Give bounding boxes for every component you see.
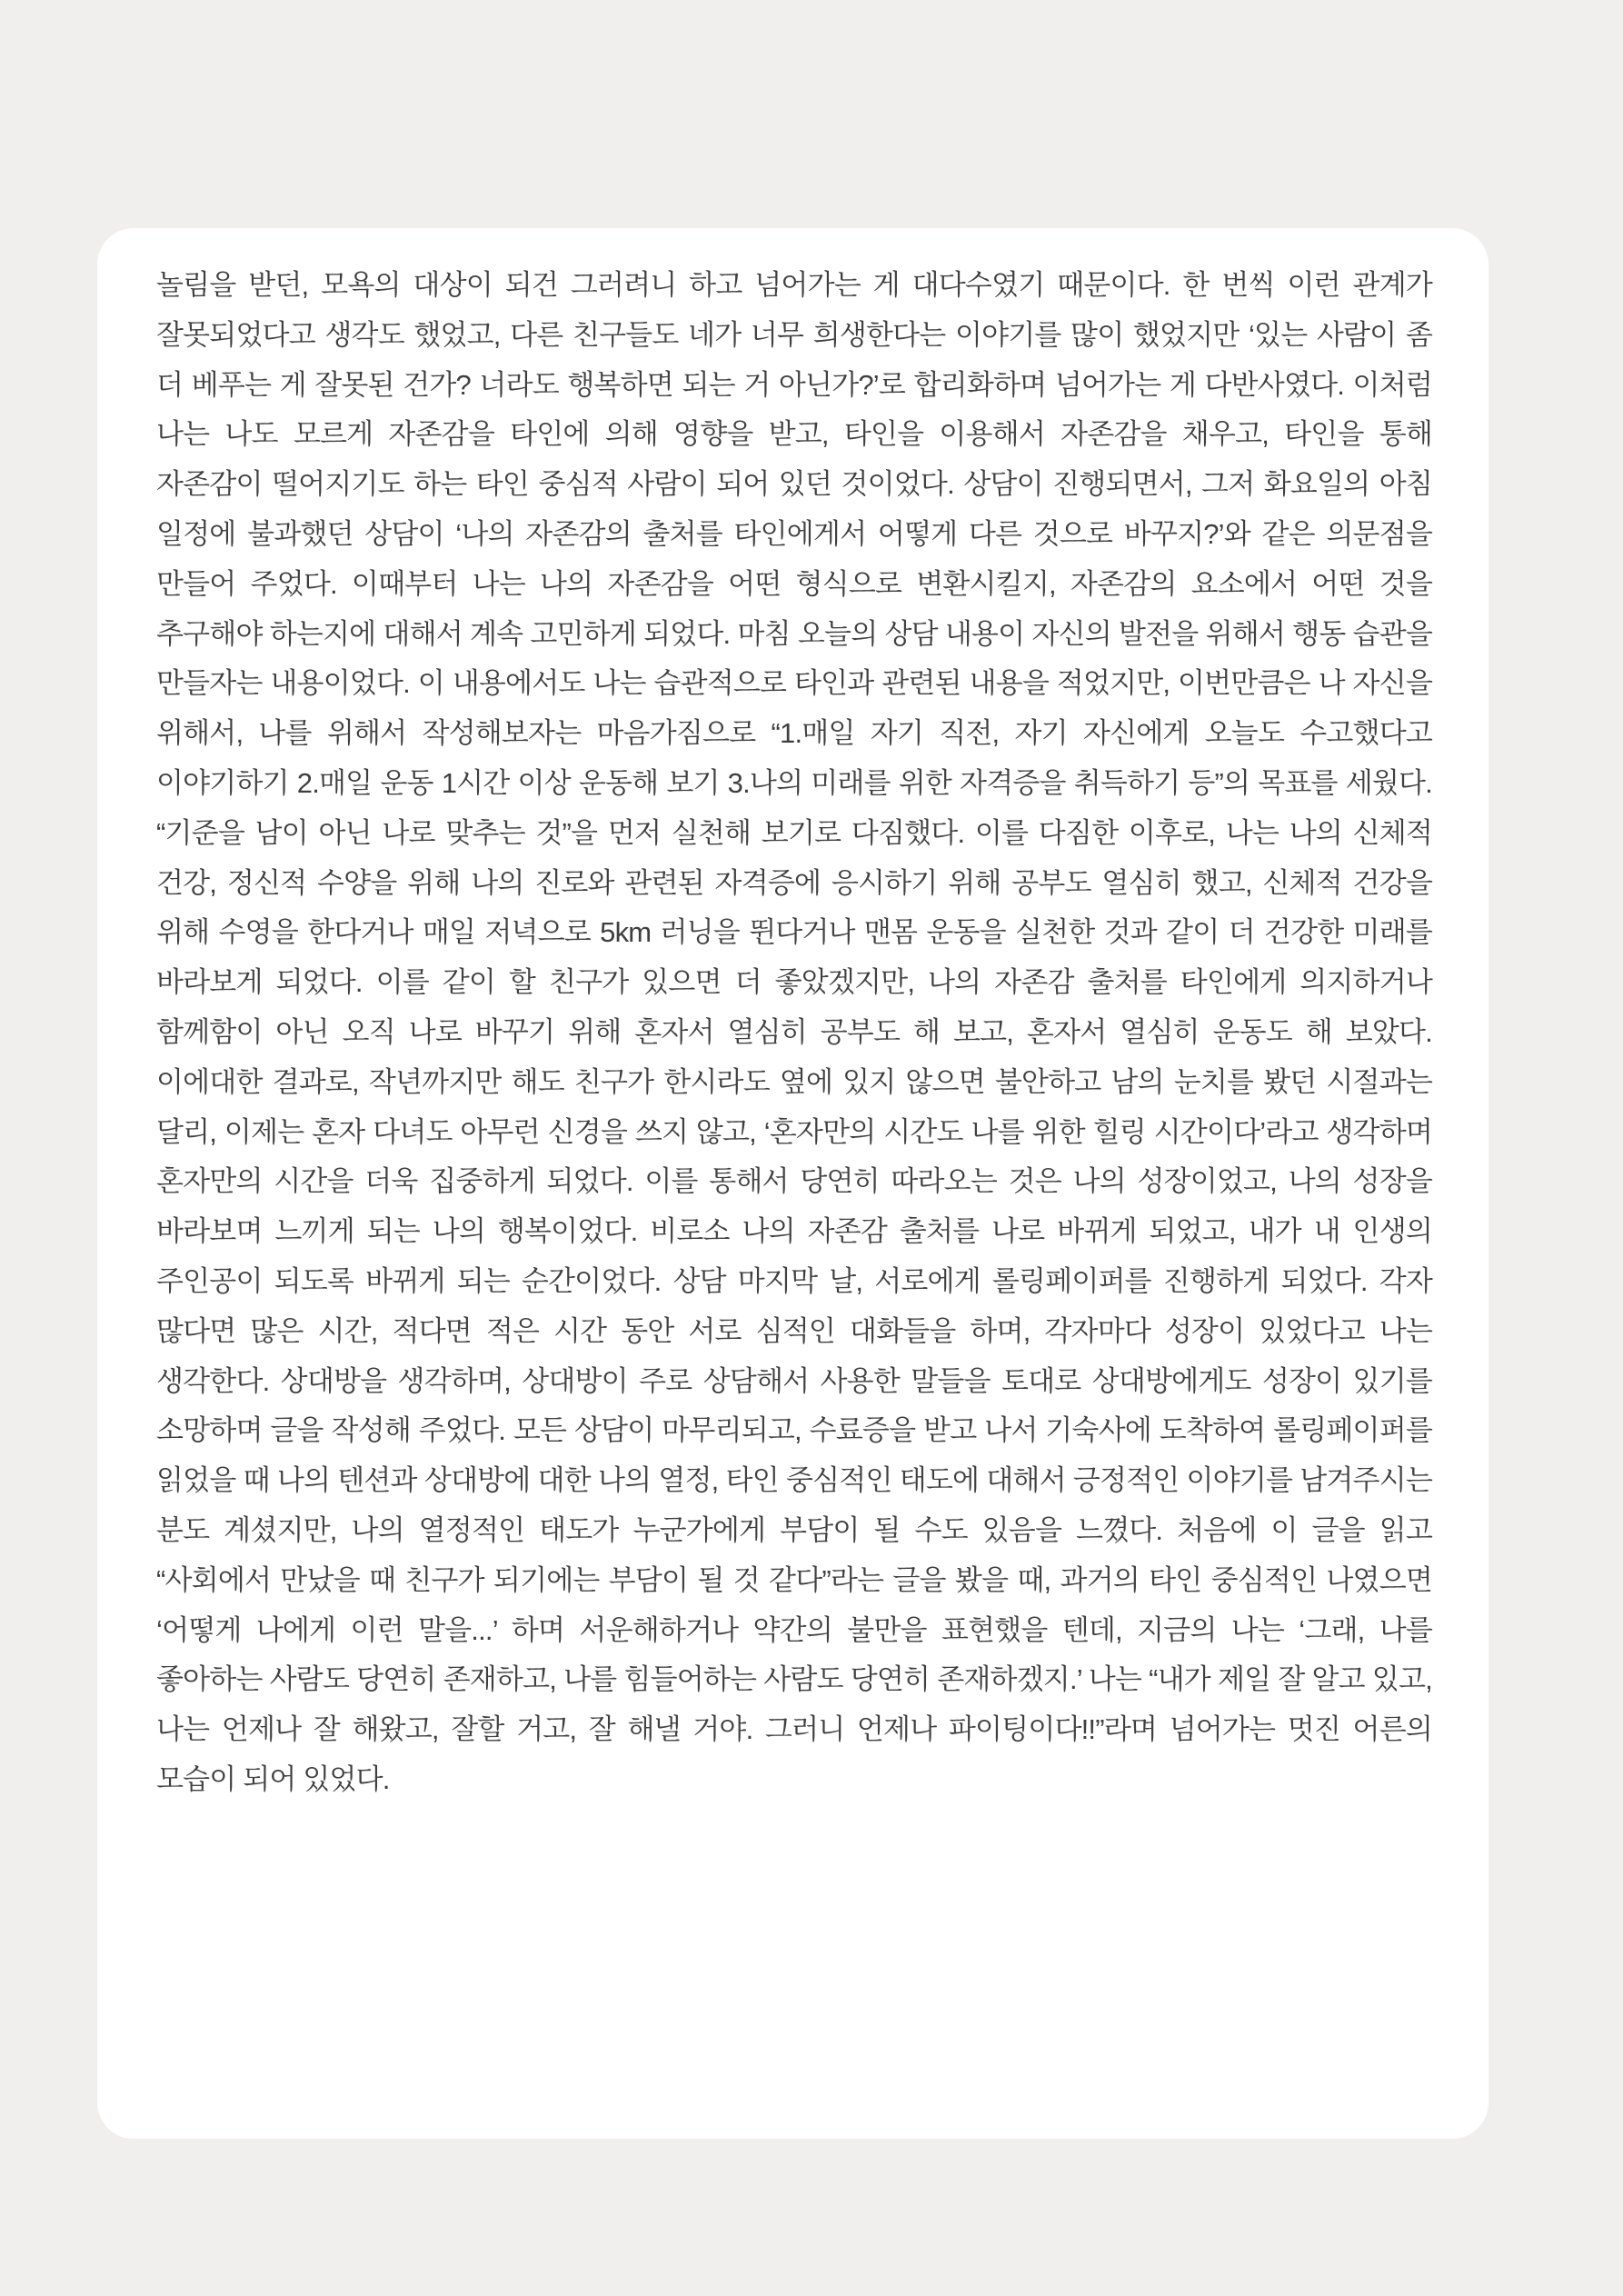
essay-paragraph: 놀림을 받던, 모욕의 대상이 되건 그러려니 하고 넘어가는 게 대다수였기 때문이다. 한 번씩 이런 관계가 잘못되었다고 생각도 했었고, 다른 친구들도 네가 너무 희생한다는 이야기를 많이 했었지만 ‘있는 사람이 좀 더 베푸는 게 잘못된 건가? 너라도 행복하면 되는 거 아닌가?’로 합리화하며 넘어가는 게 다반사였다. 이처럼 나는 나도 모르게 자존감을 타인에 의해 영향을 받고, 타인을 이용해서 자존감을 채우고, 타인을 통해 자존감이 떨어지기도 하는 타인 중심적 사람이 되어 있던 것이었다. 상담이 진행되면서, 그저 화요일의 아침 일정에 불과했던 상담이 ‘나의 자존감의 출처를 타인에게서 어떻게 다른 것으로 바꾸지?’와 같은 의문점을 만들어 주었다. 이때부터 나는 나의 자존감을 어떤 형식으로 변환시킬지, 자존감의 요소에서 어떤 것을 추구해야 하는지에 대해서 계속 고민하게 되었다. 마침 오늘의 상담 내용이 자신의 발전을 위해서 행동 습관을 만들자는 내용이었다. 이 내용에서도 나는 습관적으로 타인과 관련된 내용을 적었지만, 이번만큼은 나 자신을 위해서, 나를 위해서 작성해보자는 마음가짐으로 “1.매일 자기 직전, 자기 자신에게 오늘도 수고했다고 이야기하기 2.매일 운동 1시간 이상 운동해 보기 3.나의 미래를 위한 자격증을 취득하기 등”의 목표를 세웠다. “기준을 남이 아닌 나로 맞추는 것”을 먼저 실천해 보기로 다짐했다. 이를 다짐한 이후로, 나는 나의 신체적 건강, 정신적 수양을 위해 나의 진로와 관련된 자격증에 응시하기 위해 공부도 열심히 했고, 신체적 건강을 위해 수영을 한다거나 매일 저녁으로 5km 러닝을 뛴다거나 맨몸 운동을 실천한 것과 같이 더 건강한 미래를 바라보게 되었다. 이를 같이 할 친구가 있으면 더 좋았겠지만, 나의 자존감 출처를 타인에게 의지하거나 함께함이 아닌 오직 나로 바꾸기 위해 혼자서 열심히 공부도 해 보고, 혼자서 열심히 운동도 해 보았다. 이에대한 결과로, 작년까지만 해도 친구가 한시라도 옆에 있지 않으면 불안하고 남의 눈치를 봤던 시절과는 달리, 이제는 혼자 다녀도 아무런 신경을 쓰지 않고, ‘혼자만의 시간도 나를 위한 힐링 시간이다’라고 생각하며 혼자만의 시간을 더욱 집중하게 되었다. 이를 통해서 당연히 따라오는 것은 나의 성장이었고, 나의 성장을 바라보며 느끼게 되는 나의 행복이었다. 비로소 나의 자존감 출처를 나로 바뀌게 되었고, 내가 내 인생의 주인공이 되도록 바뀌게 되는 순간이었다. 상담 마지막 날, 서로에게 롤링페이퍼를 진행하게 되었다. 각자 많다면 많은 시간, 적다면 적은 시간 동안 서로 심적인 대화들을 하며, 각자마다 성장이 있었다고 나는 생각한다. 상대방을 생각하며, 상대방이 주로 상담해서 사용한 말들을 토대로 상대방에게도 성장이 있기를 소망하며 글을 작성해 주었다. 모든 상담이 마무리되고, 수료증을 받고 나서 기숙사에 도착하여 롤링페이퍼를 읽었을 때 나의 텐션과 상대방에 대한 나의 열정, 타인 중심적인 태도에 대해서 긍정적인 이야기를 남겨주시는 분도 계셨지만, 나의 열정적인 태도가 누군가에게 부담이 될 수도 있음을 느꼈다. 처음에 이 글을 읽고 “사회에서 만났을 때 친구가 되기에는 부담이 될 것 같다”라는 글을 봤을 때, 과거의 타인 중심적인 나였으면 ‘어떻게 나에게 이런 말을...’ 하며 서운해하거나 약간의 불만을 표현했을 텐데, 지금의 나는 ‘그래, 나를 좋아하는 사람도 당연히 존재하고, 나를 힘들어하는 사람도 당연히 존재하겠지.’ 나는 “내가 제일 잘 알고 있고, 나는 언제나 잘 해왔고, 잘할 거고, 잘 해낼 거야. 그러니 언제나 파이팅이다!!”라며 넘어가는 멋진 어른의 모습이 되어 있었다. <box>156 269 1432 1795</box>
content-card <box>97 228 1489 2139</box>
